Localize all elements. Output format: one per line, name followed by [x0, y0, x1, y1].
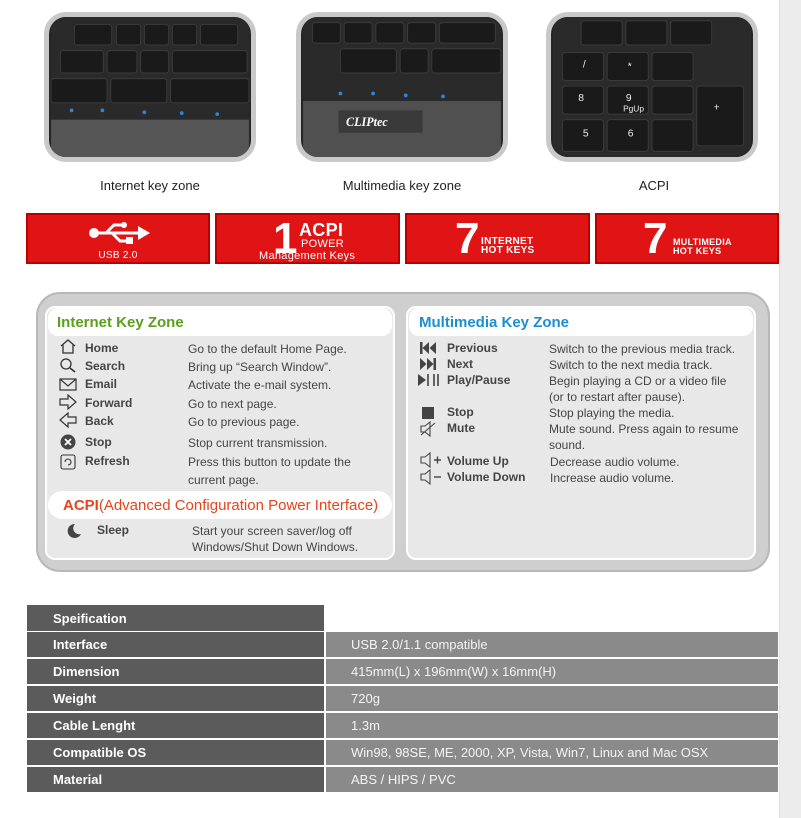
- forward-key: Forward: [85, 396, 133, 410]
- multimedia-banner-line2: HOT KEYS: [673, 246, 722, 256]
- spec-label: Weight: [27, 686, 324, 711]
- acpi-photo: [546, 12, 758, 162]
- next-icon: [419, 356, 437, 372]
- svg-text:*: *: [627, 61, 632, 73]
- acpi-count: 1: [273, 214, 298, 263]
- volume-down-key: Volume Down: [447, 470, 526, 484]
- spec-value: USB 2.0/1.1 compatible: [326, 632, 778, 657]
- spec-row: [27, 686, 778, 711]
- stop-icon: [419, 405, 437, 421]
- volume-up-icon: [419, 452, 443, 468]
- previous-desc: Switch to the previous media track.: [549, 342, 736, 356]
- spec-row: [27, 659, 778, 684]
- usb-label: USB 2.0: [98, 250, 138, 261]
- acpi-banner-power: POWER: [301, 238, 345, 250]
- mute-desc: Mute sound. Press again to resume: [549, 422, 739, 436]
- play-pause-key: Play/Pause: [447, 373, 511, 387]
- mute-icon: [419, 421, 437, 437]
- sleep-desc: Start your screen saver/log off: [192, 524, 352, 538]
- stop-x-icon: [59, 434, 77, 450]
- home-desc: Go to the default Home Page.: [188, 342, 347, 356]
- mute-desc-cont: sound.: [549, 438, 586, 452]
- arrow-left-icon: [59, 412, 77, 428]
- svg-text:8: 8: [578, 92, 584, 104]
- multimedia-hotkeys-banner: [595, 213, 779, 264]
- internet-zone-title: Internet Key Zone: [57, 314, 184, 331]
- spec-label: Dimension: [27, 659, 324, 684]
- media-stop-key: Stop: [447, 405, 474, 419]
- spec-row: [27, 713, 778, 738]
- scrollbar[interactable]: [779, 0, 801, 818]
- arrow-right-icon: [59, 394, 77, 410]
- refresh-desc: Press this button to update the: [188, 455, 351, 469]
- internet-hotkeys-banner: [405, 213, 590, 264]
- volume-down-icon: [419, 469, 443, 485]
- svg-text:PgUp: PgUp: [623, 103, 645, 114]
- play-pause-desc-cont: (or to restart after pause).: [549, 390, 686, 404]
- acpi-title-bold: ACPI: [63, 497, 99, 514]
- svg-text:+: +: [713, 102, 720, 114]
- svg-text:9: 9: [625, 92, 632, 104]
- acpi-title-rest: (Advanced Configuration Power Interface): [98, 497, 379, 514]
- search-icon: [59, 357, 77, 373]
- email-key: Email: [85, 377, 118, 391]
- mail-icon: [59, 376, 77, 392]
- spec-value: ABS / HIPS / PVC: [326, 767, 778, 792]
- search-key: Search: [85, 359, 126, 373]
- spec-row: [27, 632, 778, 657]
- stop-desc: Stop current transmission.: [188, 436, 328, 450]
- sleep-key: Sleep: [97, 523, 130, 537]
- play-pause-desc: Begin playing a CD or a video file: [549, 374, 727, 388]
- internet-zone-caption: Internet key zone: [100, 178, 200, 193]
- spec-row: [27, 767, 778, 792]
- play-pause-icon: [417, 372, 441, 388]
- usb-banner: [26, 213, 210, 264]
- volume-up-desc: Decrease audio volume.: [550, 455, 680, 469]
- brand-logo: CLIPtec: [346, 115, 388, 130]
- acpi-caption: ACPI: [638, 178, 670, 193]
- svg-text:6: 6: [627, 128, 634, 140]
- forward-desc: Go to next page.: [188, 397, 277, 411]
- refresh-icon: [59, 454, 77, 470]
- spec-value: 415mm(L) x 196mm(W) x 16mm(H): [326, 659, 778, 684]
- spec-label: Interface: [27, 632, 324, 657]
- spec-row: [27, 740, 778, 765]
- home-key: Home: [85, 341, 119, 355]
- svg-text:5: 5: [582, 128, 589, 140]
- spec-label: Compatible OS: [27, 740, 324, 765]
- previous-key: Previous: [447, 341, 498, 355]
- acpi-banner-title: ACPI: [299, 220, 344, 240]
- media-stop-desc: Stop playing the media.: [549, 406, 675, 420]
- mute-key: Mute: [447, 421, 475, 435]
- volume-up-key: Volume Up: [447, 454, 509, 468]
- sleep-desc-cont: Windows/Shut Down Windows.: [192, 540, 359, 554]
- multimedia-zone-title: Multimedia Key Zone: [419, 314, 570, 331]
- search-desc: Bring up “Search Window”.: [188, 360, 332, 374]
- internet-count: 7: [455, 214, 480, 263]
- moon-icon: [64, 523, 82, 539]
- previous-icon: [419, 340, 437, 356]
- internet-banner-line2: HOT KEYS: [481, 245, 535, 256]
- stop-key: Stop: [85, 435, 112, 449]
- multimedia-zone-caption: Multimedia key zone: [342, 178, 462, 193]
- spec-value: 1.3m: [326, 713, 778, 738]
- multimedia-key-zone-photo: [296, 12, 508, 162]
- spec-label: Cable Lenght: [27, 713, 324, 738]
- acpi-banner: [215, 213, 400, 264]
- next-desc: Switch to the next media track.: [549, 358, 713, 372]
- internet-banner-line1: INTERNET: [481, 236, 534, 247]
- internet-key-zone-photo: [44, 12, 256, 162]
- refresh-desc-cont: current page.: [188, 473, 259, 487]
- next-key: Next: [447, 357, 474, 371]
- usb-icon: [88, 221, 152, 245]
- multimedia-banner-line1: MULTIMEDIA: [673, 237, 732, 247]
- spec-header: Speification: [27, 605, 324, 631]
- multimedia-count: 7: [643, 214, 668, 263]
- back-key: Back: [85, 414, 114, 428]
- spec-value: Win98, 98SE, ME, 2000, XP, Vista, Win7, Linux and Mac OSX: [326, 740, 778, 765]
- email-desc: Activate the e-mail system.: [188, 378, 332, 392]
- home-icon: [59, 338, 77, 354]
- spec-label: Material: [27, 767, 324, 792]
- acpi-banner-subtitle: Management Keys: [259, 250, 356, 262]
- refresh-key: Refresh: [85, 454, 130, 468]
- volume-down-desc: Increase audio volume.: [550, 471, 675, 485]
- svg-text:/: /: [582, 59, 586, 71]
- acpi-zone-title: [63, 497, 378, 514]
- spec-value: 720g: [326, 686, 778, 711]
- back-desc: Go to previous page.: [188, 415, 300, 429]
